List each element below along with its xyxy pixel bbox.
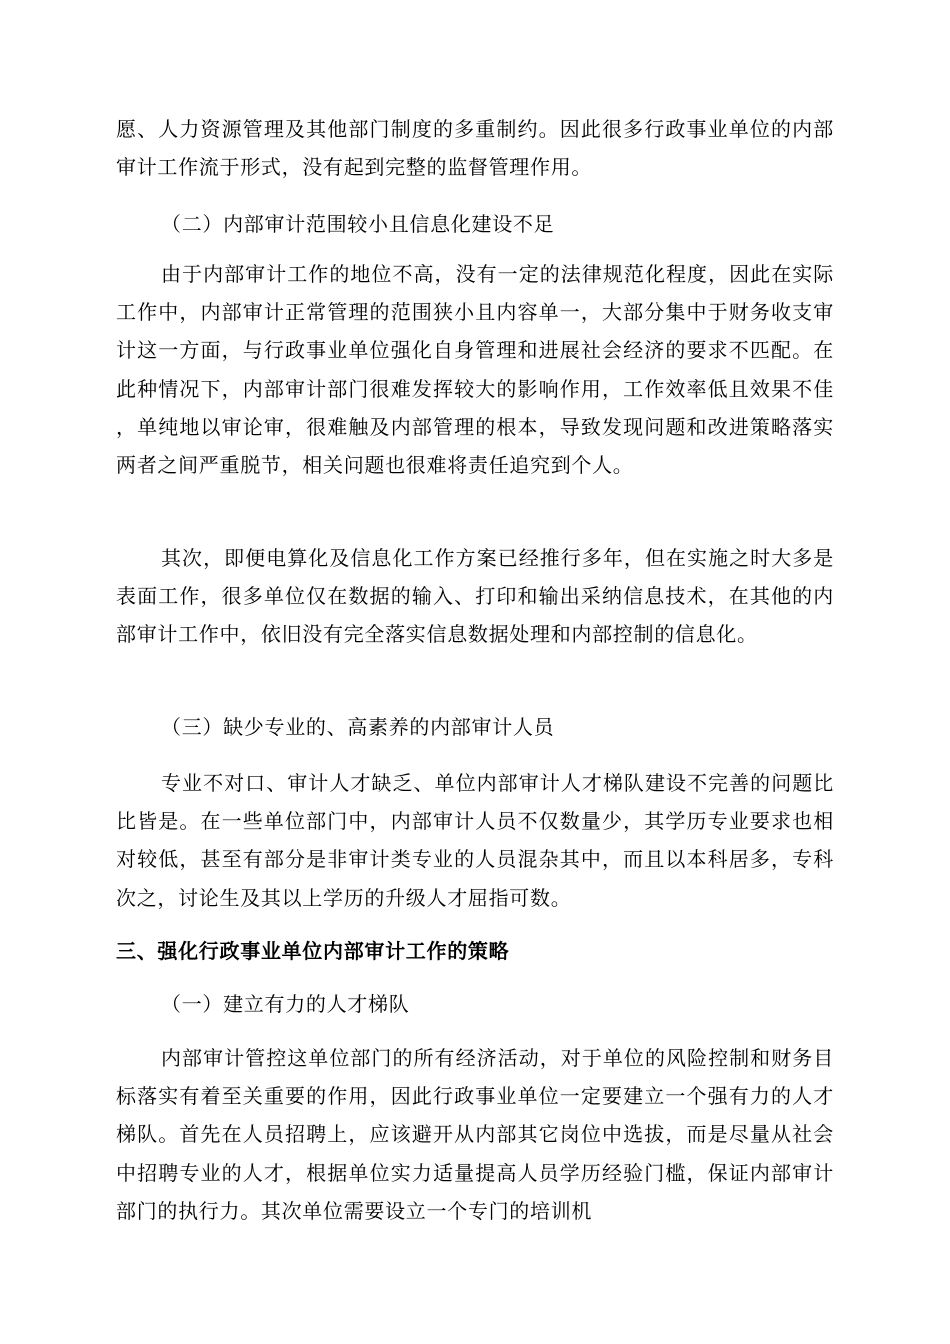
section-heading-strategies: 三、强化行政事业单位内部审计工作的策略 [116, 939, 510, 963]
subheading-scope-and-informatization: （二）内部审计范围较小且信息化建设不足 [161, 212, 555, 236]
paragraph-audit-scope: 由于内部审计工作的地位不高，没有一定的法律规范化程度，因此在实际工作中，内部审计正常管理的范围狭小且内容单一，大部分集中于财务收支审计这一方面，与行政事业单位强化自身管理和进展社会经济的要求不匹配。在此种情况下，内部审计部门很难发挥较大的影响作用，工作效率低且效果不佳，单纯地以审论审，很难触及内部管理的根本，导致发现问题和改进策略落实两者之间严重脱节，相关问题也很难将责任追究到个人。 [116, 262, 834, 478]
paragraph-continuation: 愿、人力资源管理及其他部门制度的多重制约。因此很多行政事业单位的内部审计工作流于形式，没有起到完整的监督管理作用。 [116, 117, 834, 180]
paragraph-talent-echelon: 内部审计管控这单位部门的所有经济活动，对于单位的风险控制和财务目标落实有着至关重要的作用，因此行政事业单位一定要建立一个强有力的人才梯队。首先在人员招聘上，应该避开从内部其它岗位中选拔，而是尽量从社会中招聘专业的人才，根据单位实力适量提高人员学历经验门槛，保证内部审计部门的执行力。其次单位需要设立一个专门的培训机 [116, 1046, 834, 1223]
subheading-lack-of-professionals: （三）缺少专业的、高素养的内部审计人员 [161, 715, 555, 739]
subheading-talent-echelon: （一）建立有力的人才梯队 [161, 992, 410, 1016]
paragraph-staff-shortage: 专业不对口、审计人才缺乏、单位内部审计人才梯队建设不完善的问题比比皆是。在一些单位部门中，内部审计人员不仅数量少，其学历专业要求也相对较低，甚至有部分是非审计类专业的人员混杂其中，而且以本科居多，专科次之，讨论生及其以上学历的升级人才屈指可数。 [116, 771, 834, 910]
paragraph-informatization: 其次，即便电算化及信息化工作方案已经推行多年，但在实施之时大多是表面工作，很多单位仅在数据的输入、打印和输出采纳信息技术，在其他的内部审计工作中，依旧没有完全落实信息数据处理和内部控制的信息化。 [116, 546, 834, 647]
